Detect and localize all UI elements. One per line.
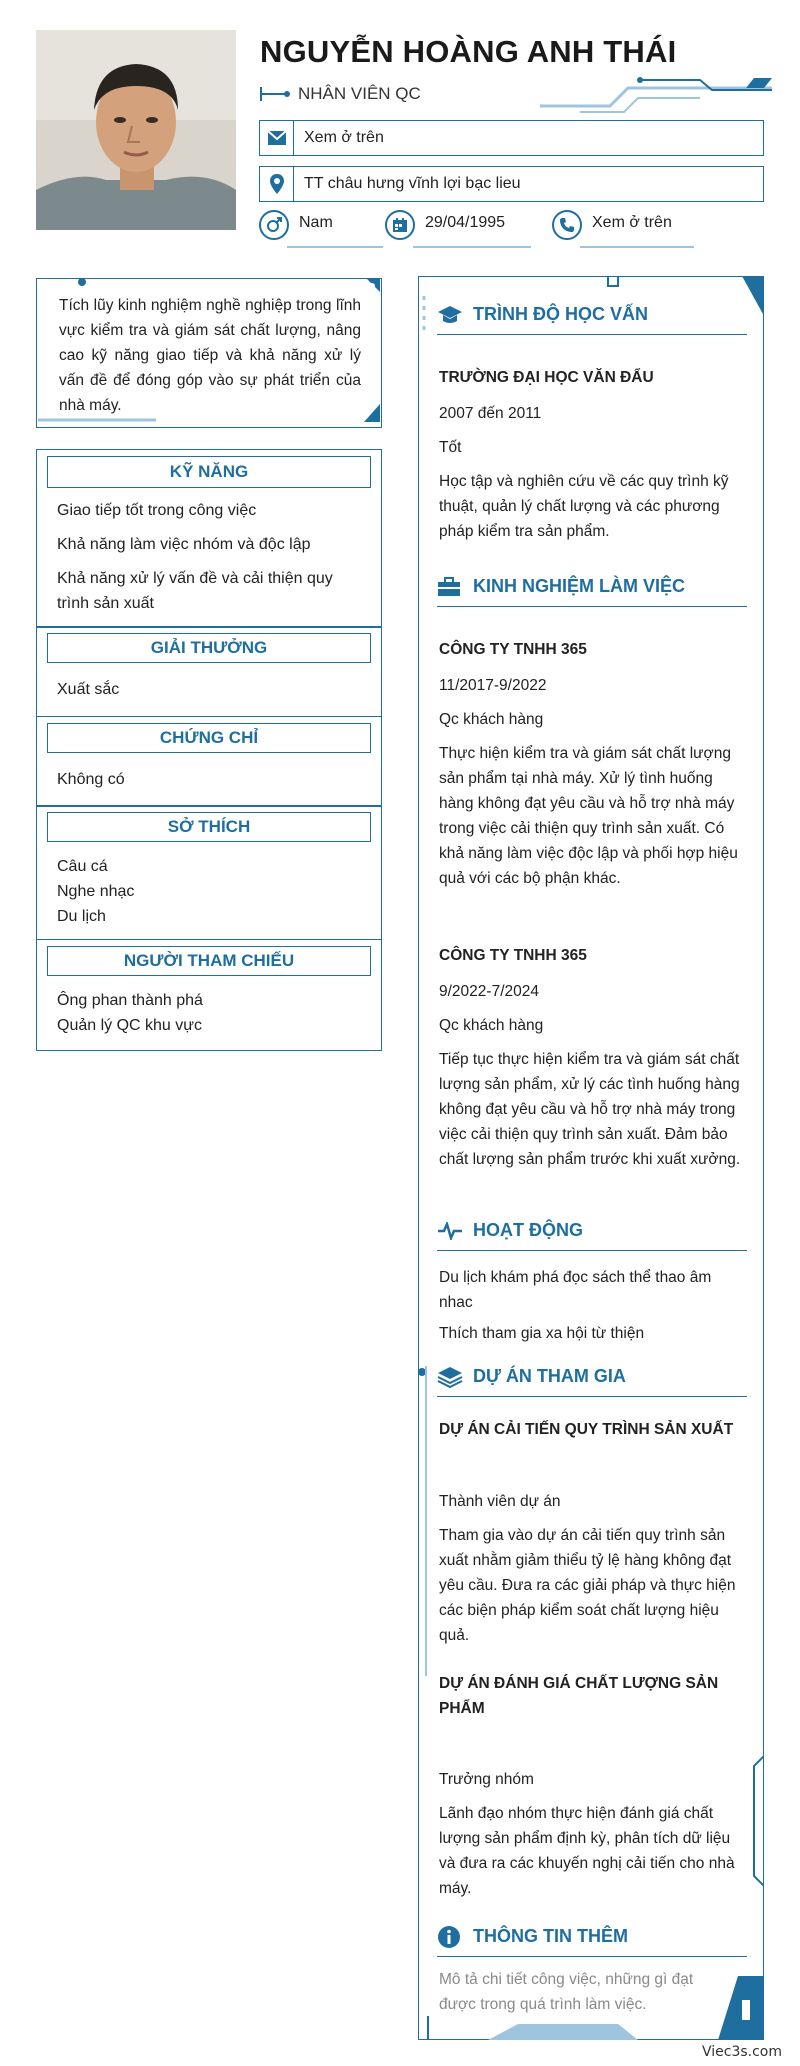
- job-title-row: [260, 83, 421, 105]
- envelope-icon: [267, 130, 287, 146]
- hobbies-section: [36, 805, 382, 940]
- list-item: Khả năng làm việc nhóm và độc lập: [57, 535, 311, 553]
- profile-photo: [36, 30, 236, 230]
- info-icon: [437, 1925, 461, 1949]
- person-portrait-icon: [36, 30, 236, 230]
- projects-title: DỰ ÁN THAM GIA: [473, 1366, 626, 1386]
- list-item: Du lịch: [57, 908, 106, 925]
- experience-header: [437, 567, 747, 607]
- birthday-value: 29/04/1995: [425, 214, 506, 231]
- list-item: Khả năng xử lý vấn đề và cải thiện quy trình sản xuất: [57, 569, 333, 612]
- list-item: Không có: [57, 770, 125, 788]
- address-value: TT châu hưng vĩnh lợi bạc lieu: [304, 175, 521, 192]
- list-item: Giao tiếp tốt trong công việc: [57, 501, 257, 519]
- brand-watermark: Viec3s.com: [701, 2044, 782, 2060]
- title-marker-icon: [260, 87, 288, 101]
- references-section: [36, 939, 382, 1051]
- awards-heading: GIẢI THƯỞNG: [47, 633, 371, 663]
- activity-item: Thích tham gia xa hội từ thiện: [439, 1325, 645, 1342]
- list-item: Xuất sắc: [57, 681, 120, 698]
- references-heading: NGƯỜI THAM CHIẾU: [47, 946, 371, 976]
- briefcase-icon: [437, 577, 461, 597]
- list-item: Quản lý QC khu vực: [57, 1016, 202, 1034]
- calendar-icon: [392, 217, 408, 233]
- activities-header: [437, 1211, 747, 1251]
- address-field: [259, 166, 764, 202]
- job-company: CÔNG TY TNHH 365: [439, 947, 587, 964]
- list-item: Câu cá: [57, 858, 108, 875]
- job-position: Qc khách hàng: [439, 1017, 544, 1034]
- gender-value: Nam: [299, 214, 333, 231]
- summary-box: [36, 278, 382, 428]
- job-title: NHÂN VIÊN QC: [298, 84, 421, 103]
- more-info-placeholder: Mô tả chi tiết công việc, những gì đạt được trong quá trình làm việc.: [439, 1971, 694, 2013]
- gender-icon: [265, 216, 283, 234]
- job-description: Tiếp tục thực hiện kiểm tra và giám sát chất lượng sản phẩm, xử lý các tình huống hàng không đạt yêu cầu và hỗ trợ nhà máy trong việc cải thiện quy trình sản xuất. Đảm bảo chất lượng sản phẩm trước khi xuất xưởng.: [439, 1051, 741, 1168]
- summary-text: Tích lũy kinh nghiệm nghề nghiệp trong lĩnh vực kiểm tra và giám sát chất lượng, nâng cao kỹ năng giao tiếp và khả năng xử lý vấn đề để đóng góp vào sự phát triển của nhà máy.: [59, 297, 361, 414]
- job-period: 9/2022-7/2024: [439, 983, 539, 1000]
- email-value: Xem ở trên: [304, 129, 384, 146]
- education-title: TRÌNH ĐỘ HỌC VẤN: [473, 304, 648, 324]
- job-period: 11/2017-9/2022: [439, 677, 547, 694]
- education-grade: Tốt: [439, 439, 462, 456]
- pulse-icon: [437, 1222, 463, 1240]
- list-item: Nghe nhạc: [57, 883, 135, 900]
- education-header: [437, 295, 747, 335]
- education-period: 2007 đến 2011: [439, 405, 542, 422]
- project-role: Trưởng nhóm: [439, 1771, 534, 1788]
- project-role: Thành viên dự án: [439, 1493, 561, 1510]
- list-item: Ông phan thành phá: [57, 991, 203, 1009]
- project-name: DỰ ÁN CẢI TIẾN QUY TRÌNH SẢN XUẤT: [439, 1421, 734, 1438]
- gender-chip: [259, 210, 333, 250]
- education-description: Học tập và nghiên cứu về các quy trình kỹ thuật, quản lý chất lượng và các phương pháp kiểm tra sản phẩm.: [439, 473, 729, 540]
- project-description: Tham gia vào dự án cải tiến quy trình sản xuất nhằm giảm thiểu tỷ lệ hàng không đạt yêu cầu. Đưa ra các giải pháp và thực hiện các biện pháp kiểm soát chất lượng hiệu quả.: [439, 1527, 736, 1644]
- project-description: Lãnh đạo nhóm thực hiện đánh giá chất lượng sản phẩm định kỳ, phân tích dữ liệu và đưa ra các khuyến nghị cải tiến cho nhà máy.: [439, 1805, 735, 1897]
- certificates-section: [36, 716, 382, 807]
- project-name: DỰ ÁN ĐÁNH GIÁ CHẤT LƯỢNG SẢN PHẨM: [439, 1675, 719, 1717]
- phone-chip: [552, 210, 672, 250]
- activity-item: Du lịch khám phá đọc sách thể thao âm nhac: [439, 1269, 712, 1311]
- hobbies-heading: SỞ THÍCH: [47, 812, 371, 842]
- header-circuit-decoration: [540, 70, 772, 114]
- more-info-header: [437, 1917, 747, 1957]
- activities-title: HOẠT ĐỘNG: [473, 1220, 583, 1240]
- right-column: [418, 276, 764, 2040]
- skills-heading: KỸ NĂNG: [47, 456, 371, 488]
- skills-section: [36, 449, 382, 628]
- layers-icon: [437, 1366, 463, 1388]
- left-column: [36, 450, 382, 1051]
- job-company: CÔNG TY TNHH 365: [439, 641, 587, 658]
- job-position: Qc khách hàng: [439, 711, 544, 728]
- awards-section: [36, 626, 382, 717]
- map-pin-icon: [269, 173, 285, 195]
- school-name: TRƯỜNG ĐẠI HỌC VĂN ĐẨU: [439, 369, 654, 386]
- job-description: Thực hiện kiểm tra và giám sát chất lượng sản phẩm tại nhà máy. Xử lý tình huống hàng không đạt yêu cầu và hỗ trợ nhà máy trong việc cải thiện quy trình sản xuất. Có khả năng làm việc độc lập và phối hợp hiệu quả với các bộ phận khác.: [439, 745, 738, 887]
- graduation-cap-icon: [437, 305, 463, 325]
- phone-value: Xem ở trên: [592, 214, 672, 231]
- experience-title: KINH NGHIỆM LÀM VIỆC: [473, 576, 686, 596]
- more-info-title: THÔNG TIN THÊM: [473, 1926, 628, 1946]
- email-field: [259, 120, 764, 156]
- certificates-heading: CHỨNG CHỈ: [47, 723, 371, 753]
- phone-icon: [559, 217, 575, 233]
- projects-header: [437, 1357, 747, 1397]
- candidate-name: NGUYỄN HOÀNG ANH THÁI: [260, 34, 677, 69]
- birthday-chip: [385, 210, 505, 250]
